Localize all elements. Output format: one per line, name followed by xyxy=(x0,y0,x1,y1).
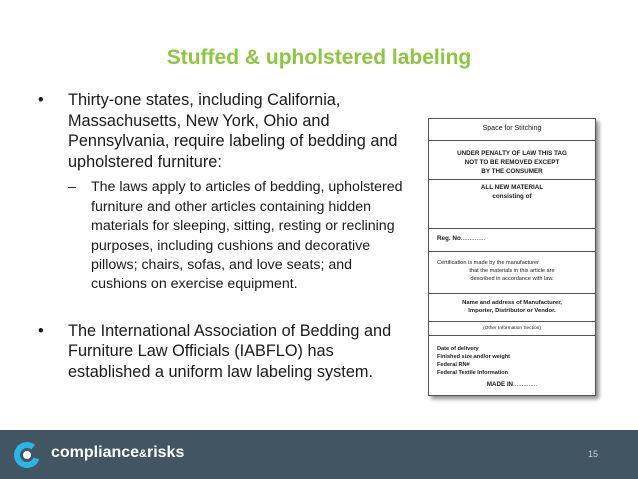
sub-bullet-item-1 xyxy=(68,178,408,294)
tag-divider xyxy=(429,140,595,141)
law-label-tag-image xyxy=(428,118,596,396)
tag-date-of-delivery: Date of delivery xyxy=(437,346,479,352)
tag-reg-no-label: Reg. No xyxy=(437,235,461,242)
tag-made-in-dots: .............. xyxy=(513,381,538,388)
tag-divider xyxy=(429,251,595,252)
tag-reg-no xyxy=(437,235,603,242)
tag-new-material-line-2: consisting of xyxy=(492,193,532,200)
slide-title: Stuffed & upholstered labeling xyxy=(166,46,472,69)
tag-new-material xyxy=(429,183,595,201)
tag-divider xyxy=(429,228,595,229)
tag-federal-rn: Federal RN# xyxy=(437,362,470,368)
tag-cert-line-3: described in accordance with law. xyxy=(470,276,554,282)
tag-divider xyxy=(429,321,595,322)
tag-federal-textile: Federal Textile Information xyxy=(437,370,509,376)
brand-wordmark xyxy=(51,442,184,465)
tag-other-info: (Other Information Section) xyxy=(483,326,541,331)
bullet-item-2 xyxy=(38,321,408,383)
bullet-text-2: The International Association of Bedding and Furniture Law Officials (IABFLO) has established a uniform law labeling system. xyxy=(68,321,392,381)
sub-bullet-text-1: The laws apply to articles of bedding, upholstered furniture and other articles containing hidden materials for sleeping, sitting, resting or reclining purposes, including cushions and decorative pillows; chairs, sofas, and love seats; and cushions on exercise equipment. xyxy=(91,179,403,293)
tag-made-in xyxy=(429,381,595,388)
tag-space-for-stitching: Space for Stitching xyxy=(482,125,542,132)
brand-ampersand: & xyxy=(139,448,147,460)
tag-divider xyxy=(429,293,595,294)
bullet-item-1 xyxy=(38,90,408,172)
tag-manufacturer-name xyxy=(429,299,595,315)
tag-cert-line-1: Certification is made by the manufacturer xyxy=(437,260,539,266)
tag-penalty-text xyxy=(429,149,595,176)
bullet-glyph: • xyxy=(38,91,44,109)
footer-bar xyxy=(0,430,638,479)
tag-divider xyxy=(429,179,595,180)
compliance-and-risks-logo-icon xyxy=(13,441,41,469)
page-number: 15 xyxy=(587,449,598,459)
tag-penalty-line-3: BY THE CONSUMER xyxy=(481,168,543,175)
slide-body xyxy=(38,90,408,383)
tag-reg-no-dots: .............. xyxy=(460,235,486,242)
bullet-text-1: Thirty-one states, including California, Massachusetts, New York, Ohio and Pennsylvania, require labeling of bedding and upholstered furniture: xyxy=(68,91,398,171)
tag-made-in-label: MADE IN xyxy=(486,381,514,388)
brand-word-compliance: compliance xyxy=(51,444,140,461)
tag-penalty-line-2: NOT TO BE REMOVED EXCEPT xyxy=(464,159,560,166)
tag-name-line-1: Name and address of Manufacturer, xyxy=(462,300,562,306)
tag-penalty-line-1: UNDER PENALTY OF LAW THIS TAG xyxy=(457,150,567,157)
tag-delivery-info xyxy=(437,345,603,377)
tag-name-line-2: Importer, Distributor or Vendor. xyxy=(468,308,556,314)
bullet-glyph: • xyxy=(38,321,44,340)
tag-new-material-line-1: ALL NEW MATERIAL xyxy=(480,184,544,191)
tag-cert-line-2: that the materials in this article are xyxy=(469,268,555,274)
dash-glyph: – xyxy=(68,179,76,196)
brand-word-risks: risks xyxy=(146,444,185,461)
tag-certification xyxy=(429,259,595,283)
tag-divider xyxy=(429,335,595,336)
tag-finished-size: Finished size and/or weight xyxy=(437,354,511,360)
